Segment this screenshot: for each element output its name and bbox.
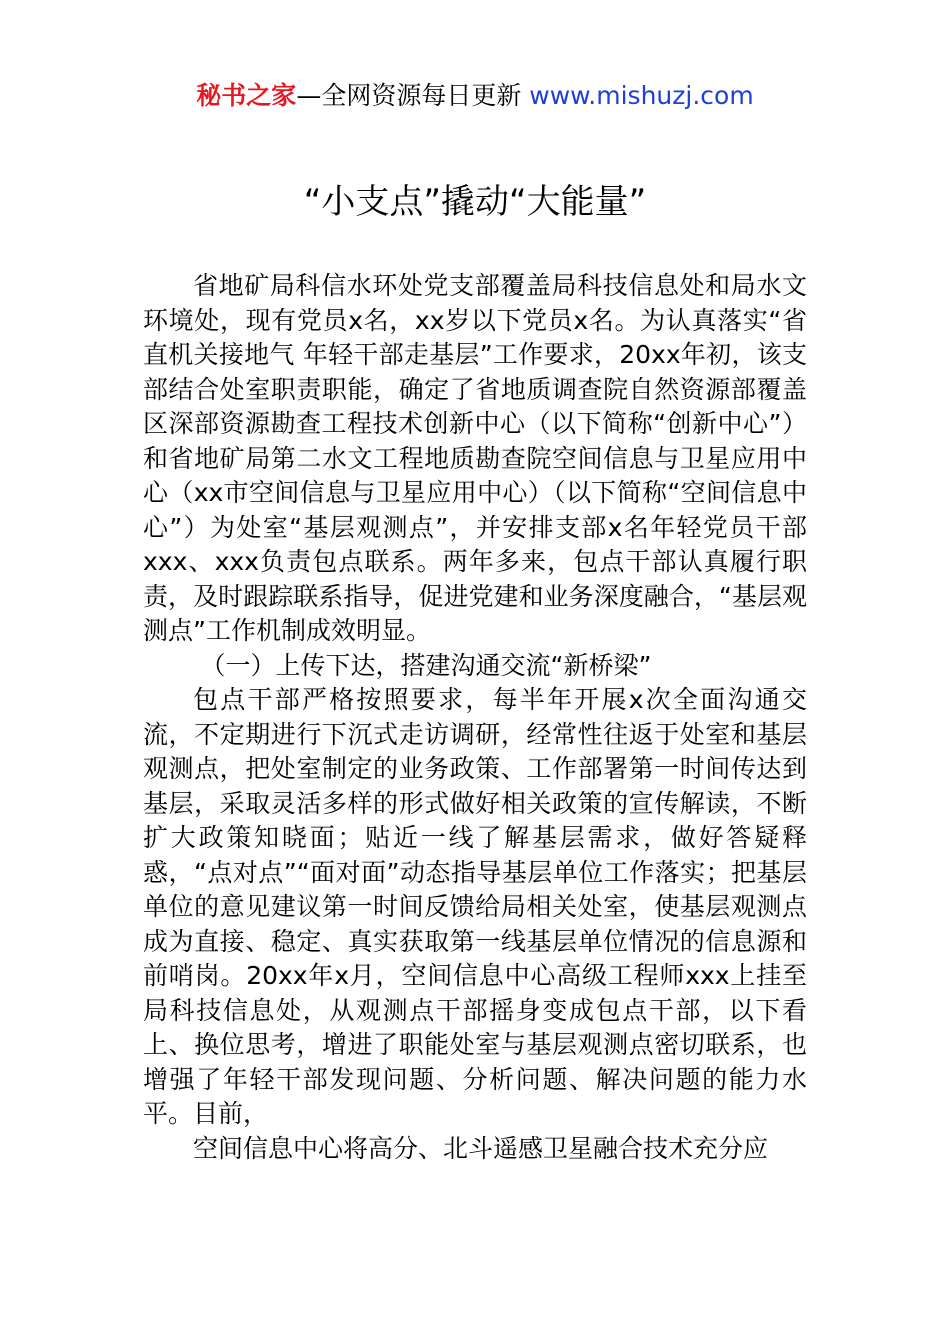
document-title: “小支点”撬动“大能量” — [303, 182, 647, 222]
intro-paragraph: 省地矿局科信水环处党支部覆盖局科技信息处和局水文环境处，现有党员x名，xx岁以下党员x名。为认真落实“省直机关接地气 年轻干部走基层”工作要求，20xx年初，该支部结合处室职责职能，确定了省地质调查院自然资源部覆盖区深部资源勘查工程技术创新中心（以下简称“创新中心”）和省地矿局第二水文工程地质勘查院空间信息与卫星应用中心（xx市空间信息与卫星应用中心）（以下简称“空间信息中心”）为处室“基层观测点”，并安排支部x名年轻党员干部xxx、xxx负责包点联系。两年多来，包点干部认真履行职责，及时跟踪联系指导，促进党建和业务深度融合，“基层观测点”工作机制成效明显。 — [143, 271, 807, 645]
section-heading: （一）上传下达，搭建沟通交流“新桥梁” — [200, 650, 652, 680]
site-url-link[interactable]: www.mishuzj.com — [529, 81, 754, 110]
site-tagline: —全网资源每日更新 — [296, 81, 530, 110]
body-paragraph: 包点干部严格按照要求，每半年开展x次全面沟通交流，不定期进行下沉式走访调研，经常性往返于处室和基层观测点，把处室制定的业务政策、工作部署第一时间传达到基层，采取灵活多样的形式做好相关政策的宣传解读，不断扩大政策知晓面；贴近一线了解基层需求，做好答疑释惑，“点对点”“面对面”动态指导基层单位工作落实；把基层单位的意见建议第一时间反馈给局相关处室，使基层观测点成为直接、稳定、真实获取第一线基层单位情况的信息源和前哨岗。20xx年x月，空间信息中心高级工程师xxx上挂至局科技信息处，从观测点干部摇身变成包点干部，以下看上、换位思考，增进了职能处室与基层观测点密切联系，也增强了年轻干部发现问题、分析问题、解决问题的能力水平。目前， — [143, 685, 807, 1128]
site-brand: 秘书之家 — [196, 81, 297, 110]
document-body — [143, 269, 807, 1166]
site-header — [0, 80, 950, 112]
body-paragraph: 空间信息中心将高分、北斗遥感卫星融合技术充分应 — [193, 1133, 769, 1163]
